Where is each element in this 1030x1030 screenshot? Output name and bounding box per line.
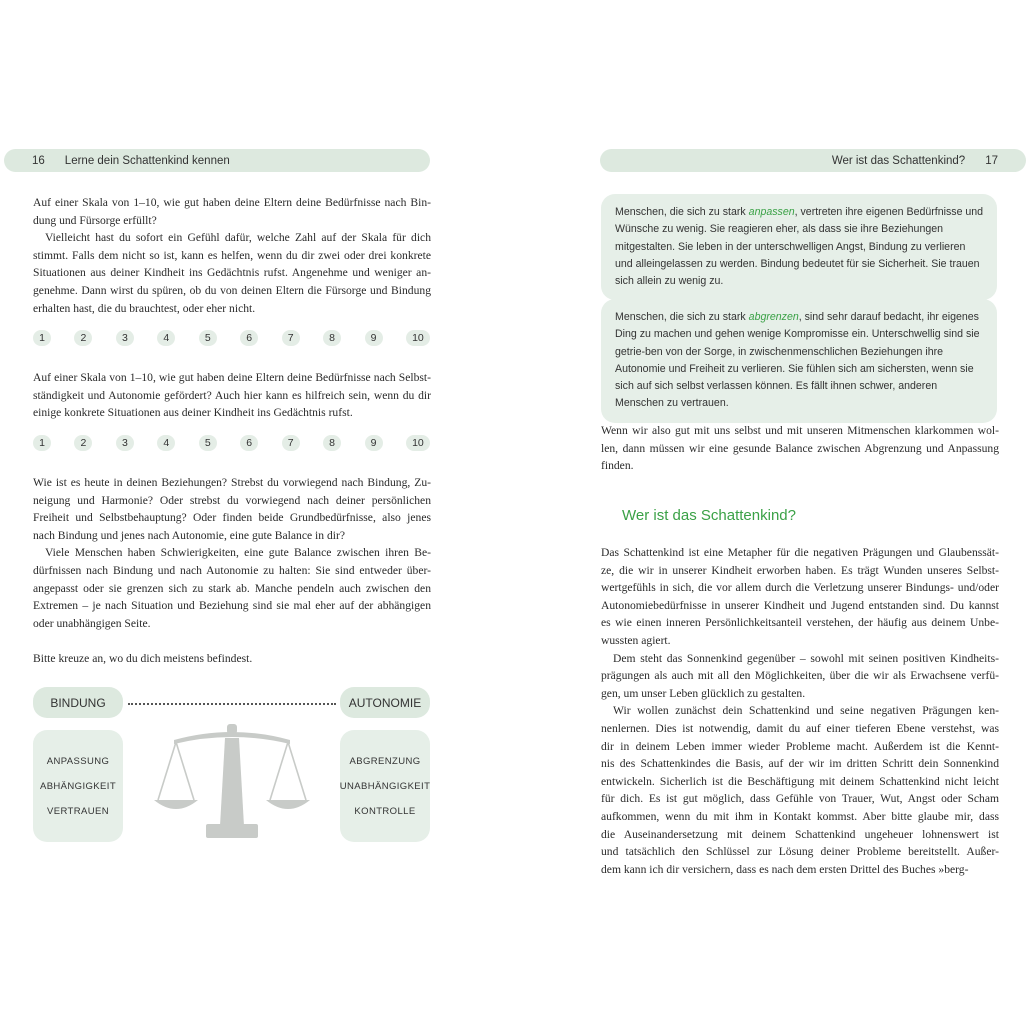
scale-option[interactable]: 10 (406, 435, 430, 451)
text-line: nach Bindung und jenes nach Autonomie, eine gute Balance in dir? (33, 528, 345, 542)
balance-paragraph (33, 544, 431, 632)
text-line: es wie einen inneren Persönlichkeitsanteil verstehen, der häufig aus deinem Unbe- (601, 616, 999, 630)
left-page-number: 16 (32, 154, 45, 167)
autonomie-label: AUTONOMIE (340, 687, 430, 718)
scale-option[interactable]: 3 (116, 435, 134, 451)
text-line: Situationen aus deiner Kindheit ins Gedächtnis rufst. Angenehme und weniger an- (33, 266, 431, 280)
dotted-connector (128, 703, 336, 705)
text-line: neigung und Harmonie? Oder strebst du vorwiegend nach deiner persönlichen (33, 493, 431, 507)
scale-option[interactable]: 7 (282, 330, 300, 346)
text-line: nis des Schattenkindes die Basis, auf der wir im dritten Schritt dein Sonnenkind (601, 757, 999, 771)
callout-text-pre: Menschen, die sich zu stark (615, 311, 749, 323)
section-title: Wer ist das Schattenkind? (622, 507, 796, 524)
text-line: Autonomiebedürfnisse in unserer Kindheit und Jugend entstanden sind. Du kannst (601, 598, 999, 612)
text-line: wussten agiert. (601, 633, 671, 647)
text-line: aufkommen, wenn du mit ihm in Kontakt kommst. Aber bitte glaube mir, dass (601, 809, 999, 823)
next-steps-paragraph (601, 702, 999, 878)
text-line: prägungen als auch mit all den Möglichkeiten, über die wir als Erwachsene verfü- (601, 669, 999, 683)
left-question-1 (33, 194, 431, 317)
balance-scale-icon (152, 720, 312, 845)
scale-option[interactable]: 9 (365, 435, 383, 451)
question-1-body (33, 229, 431, 317)
trait-item: VERTRAUEN (46, 805, 110, 817)
scale-option[interactable]: 6 (240, 435, 258, 451)
scale-option[interactable]: 8 (323, 330, 341, 346)
right-page-number: 17 (985, 154, 998, 167)
text-line: genehme. Dann wirst du spüren, ob du von deinen Eltern die Fürsorge und Bindung (33, 283, 431, 297)
right-running-header (600, 149, 1026, 172)
scale-option[interactable]: 6 (240, 330, 258, 346)
callout-anpassen (601, 194, 997, 300)
trait-item: ANPASSUNG (46, 755, 110, 767)
scale-option[interactable]: 4 (157, 330, 175, 346)
text-line: angepasst oder sie grenzen sich zu stark ab. Manche pendeln auch zwischen den (33, 581, 431, 595)
scale-option[interactable]: 2 (74, 330, 92, 346)
text-line: Wir wollen zunächst dein Schattenkind und seine negativen Prägungen ken- (613, 704, 999, 718)
text-line: Dem steht das Sonnenkind gegenüber – sowohl mit seinen positiven Kindheits- (613, 651, 999, 665)
left-paragraphs (33, 474, 431, 668)
balance-conclusion (601, 422, 999, 475)
rating-scale-autonomie (33, 435, 430, 451)
text-line: dir in deinem Leben immer wieder Probleme macht. Außerdem ist die Kennt- (601, 739, 999, 753)
scale-option[interactable]: 10 (406, 330, 430, 346)
question-2-text (33, 369, 431, 422)
schattenkind-definition (601, 544, 999, 650)
text-line: ze, die wir in unserer Kindheit erworben haben. Es trägt Wunden unseres Selbst- (601, 563, 999, 577)
right-body (601, 544, 999, 878)
highlight-anpassen: anpassen (748, 206, 795, 218)
text-line: und tatsächlich den Schlüssel zur Lösung deiner Probleme bereitstellt. Außer- (601, 845, 999, 859)
scale-option[interactable]: 5 (199, 435, 217, 451)
text-line: nenlernen. Dies ist notwendig, damit du auf einer tieferen Ebene verstehst, was (601, 721, 999, 735)
text-line: Auf einer Skala von 1–10, wie gut haben deine Eltern deine Bedürfnisse nach Bin- (33, 196, 431, 209)
scale-option[interactable]: 5 (199, 330, 217, 346)
right-running-head: Wer ist das Schattenkind? (831, 154, 966, 167)
right-intro-paragraph (601, 422, 999, 475)
text-line: len, dann müssen wir eine gesunde Balance zwischen Abgrenzung und Anpassung (601, 441, 999, 455)
text-line: Freiheit und Selbstbehauptung? Oder finden beide Grundbedürfnisse, also jenes (33, 511, 431, 525)
instruction-text: Bitte kreuze an, wo du dich meistens befindest. (33, 652, 253, 666)
bindung-traits-box (33, 730, 123, 842)
text-line: entwickeln. Sicherlich ist die Beschäftigung mit deinem Schattenkind nicht leicht (601, 774, 999, 788)
left-question-2 (33, 369, 431, 422)
text-line: Extremen – je nach Situation und Beziehung sind sie mal eher auf der abhängigen (33, 599, 431, 613)
highlight-abgrenzen: abgrenzen (748, 311, 799, 323)
trait-item: ABGRENZUNG (349, 755, 421, 767)
text-line: dung und Fürsorge erfüllt? (33, 213, 157, 227)
text-line: oder unabhängigen Seite. (33, 616, 151, 630)
text-line: ständigkeit und Autonomie gefördert? Auch hier kann es hilfreich sein, wenn du dir (33, 388, 431, 402)
text-line: finden. (601, 459, 634, 473)
left-running-header (4, 149, 430, 172)
scale-option[interactable]: 1 (33, 435, 51, 451)
trait-item: KONTROLLE (354, 805, 416, 817)
text-line: gen, um unser Leben glücklich zu gestalten. (601, 686, 806, 700)
text-line: stimmt. Falls dem nicht so ist, kann es helfen, wenn du dir zwei oder drei konkrete (33, 248, 431, 262)
scale-option[interactable]: 8 (323, 435, 341, 451)
text-line: dürfnissen nach Bindung und nach Autonomie zu halten: Sie sind entweder über- (33, 563, 431, 577)
scale-option[interactable]: 9 (365, 330, 383, 346)
sonnenkind-paragraph (601, 650, 999, 703)
text-line: einige konkrete Situationen aus deiner Kindheit ins Gedächtnis rufst. (33, 406, 353, 420)
left-running-head: Lerne dein Schattenkind kennen (64, 154, 230, 167)
text-line: Wenn wir also gut mit uns selbst und mit unseren Mitmenschen klarkommen wol- (601, 424, 999, 437)
trait-item: ABHÄNGIGKEIT (39, 780, 117, 792)
text-line: Vielleicht hast du sofort ein Gefühl dafür, welche Zahl auf der Skala für dich (45, 231, 431, 245)
text-line: die Auseinandersetzung mit deinem Schattenkind ungeheuer lohnenswert ist (601, 827, 999, 841)
text-line: Wie ist es heute in deinen Beziehungen? Strebst du vorwiegend nach Bindung, Zu- (33, 476, 431, 489)
callout-text-post: , sind sehr darauf bedacht, ihr eigenes Ding zu machen und gehen wenige Kompromisse ein. Unterschwellig sind sie getrie-ben von der Sorge, in zwischenmenschlichen Beziehungen ihre Autonomie und Freiheit zu verlieren. Sie fühlen sich am sichersten, wenn sie sich auf sich selbst verlassen können. Es fällt ihnen schwer, anderen Menschen zu vertrauen. (615, 311, 980, 410)
scale-option[interactable]: 3 (116, 330, 134, 346)
text-line: wertgefühls in sich, die vor allem durch die Verletzung unserer Bindungs- und/oder (601, 581, 999, 595)
scale-option[interactable]: 4 (157, 435, 175, 451)
rating-scale-bindung (33, 330, 430, 346)
text-line: dem kann ich dir versichern, dass es nach dem ersten Drittel des Buches »berg- (601, 862, 969, 876)
autonomie-traits-box (340, 730, 430, 842)
callout-abgrenzen (601, 299, 997, 423)
text-line: für dich. Es ist gut möglich, dass Gefühle von Trauer, Wut, Angst oder Scham (601, 792, 999, 806)
text-line: Viele Menschen haben Schwierigkeiten, eine gute Balance zwischen ihren Be- (45, 546, 431, 560)
text-line: Das Schattenkind ist eine Metapher für die negativen Prägungen und Glaubenssät- (601, 546, 999, 559)
scale-option[interactable]: 1 (33, 330, 51, 346)
trait-item: UNABHÄNGIGKEIT (339, 780, 431, 792)
text-line: Auf einer Skala von 1–10, wie gut haben deine Eltern deine Bedürfnisse nach Selbst- (33, 371, 431, 384)
relationship-question (33, 474, 431, 544)
bindung-label: BINDUNG (33, 687, 123, 718)
callout-text-post: , vertreten ihre eigenen Bedürfnisse und Wünsche zu wenig. Sie reagieren eher, als dass sie ihre Beziehungen mitgestalten. Sie leben in der unterschwelligen Angst, Bindung zu verlieren und alleingelassen zu werden. Bindung bedeutet für sie Sicherheit. Sie trauen sich allein zu wenig zu. (615, 206, 984, 288)
scale-option[interactable]: 7 (282, 435, 300, 451)
text-line: erhalten hast, die du brauchtest, oder eher nicht. (33, 301, 256, 315)
scale-option[interactable]: 2 (74, 435, 92, 451)
question-1-text (33, 194, 431, 229)
callout-text-pre: Menschen, die sich zu stark (615, 206, 749, 218)
